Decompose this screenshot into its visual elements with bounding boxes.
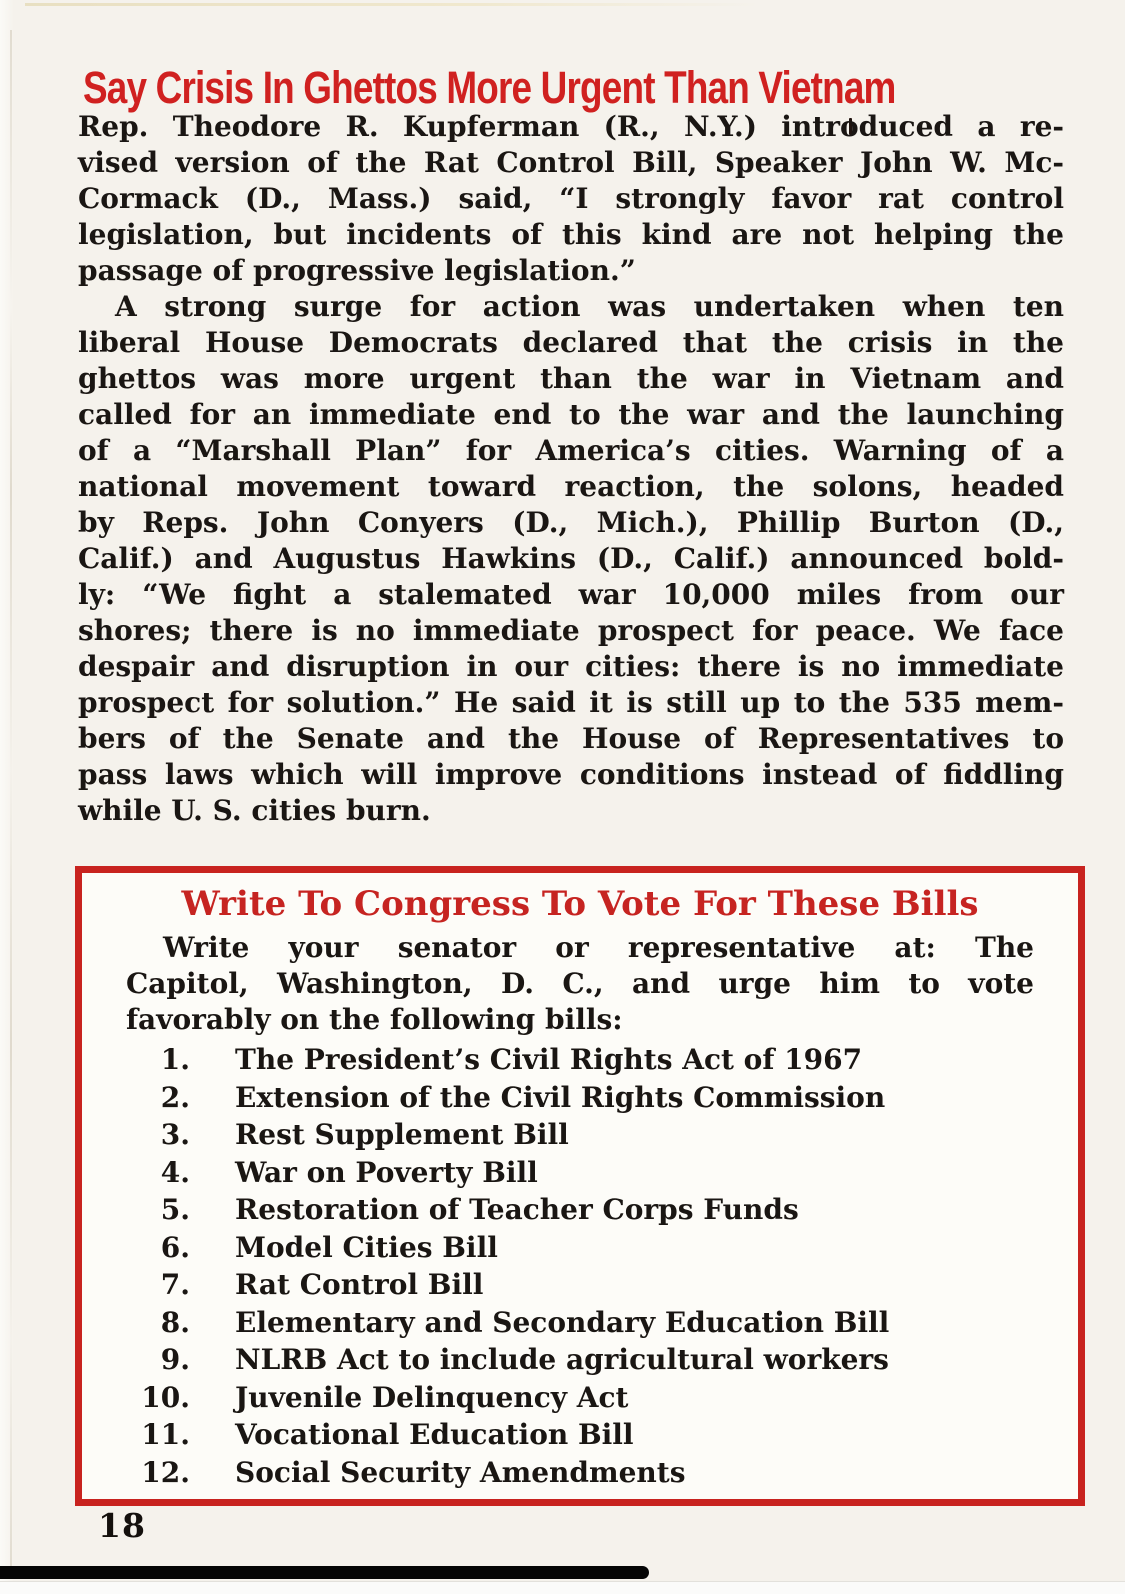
body-line: Calif.) and Augustus Hawkins (D., Calif.) announced bold-: [78, 542, 1064, 575]
body-line: national movement toward reaction, the solons, headed: [78, 470, 1064, 503]
bill-row: [112, 1416, 1052, 1454]
body-line: while U. S. cities burn.: [78, 794, 431, 827]
body-line: despair and disruption in our cities: there is no immediate: [78, 650, 1064, 683]
article-paragraph-2: [78, 289, 1064, 829]
body-line: passage of progressive legislation.”: [78, 254, 636, 287]
body-line: called for an immediate end to the war and the launching: [78, 398, 1064, 431]
article-paragraph-1: [78, 109, 1064, 289]
bill-label: Vocational Education Bill: [235, 1418, 634, 1451]
congress-box-heading: Write To Congress To Vote For These Bills: [181, 884, 979, 924]
bill-number: 1.: [160, 1043, 190, 1076]
body-line: shores; there is no immediate prospect for peace. We face: [78, 614, 1064, 647]
bill-label: Model Cities Bill: [235, 1230, 498, 1264]
bill-label: Extension of the Civil Rights Commission: [235, 1080, 886, 1114]
bill-label: NLRB Act to include agricultural workers: [235, 1343, 889, 1376]
bill-number: 12.: [141, 1455, 190, 1489]
intro-line: Write your senator or representative at: The: [163, 931, 1034, 964]
bill-row: [112, 1454, 1052, 1492]
bill-row: [112, 1154, 1052, 1192]
scan-bottom-strip: [0, 1581, 1125, 1594]
bill-label: Rat Control Bill: [235, 1268, 484, 1301]
bill-row: [112, 1341, 1052, 1379]
body-line: by Reps. John Conyers (D., Mich.), Phillip Burton (D.,: [78, 506, 1064, 539]
body-line: liberal House Democrats declared that the crisis in the: [78, 326, 1064, 359]
bill-number: 2.: [160, 1080, 190, 1114]
bill-row: [112, 1116, 1052, 1154]
bill-label: War on Poverty Bill: [235, 1155, 538, 1189]
intro-line: Capitol, Washington, D. C., and urge him to vote: [126, 967, 1034, 1000]
congress-box: [75, 866, 1085, 1506]
bill-number: 4.: [160, 1155, 190, 1189]
scan-left-edge-line: [10, 30, 12, 1570]
intro-line: favorably on the following bills:: [126, 1003, 623, 1036]
bill-number: 6.: [160, 1230, 190, 1264]
page-number: 18: [98, 1506, 146, 1545]
congress-box-intro: [126, 930, 1034, 1038]
bill-row: [112, 1379, 1052, 1417]
bottom-redaction-bar: [0, 1566, 649, 1579]
bill-number: 11.: [141, 1418, 190, 1451]
bill-row: [112, 1304, 1052, 1342]
bill-label: Elementary and Secondary Education Bill: [235, 1305, 890, 1339]
body-line: Cormack (D., Mass.) said, “I strongly favor rat control: [78, 182, 1064, 215]
bill-list: [112, 1041, 1052, 1491]
bill-row: [112, 1191, 1052, 1229]
body-line: of a “Marshall Plan” for America’s cities. Warning of a: [78, 434, 1064, 467]
bill-number: 8.: [160, 1305, 190, 1339]
body-line: bers of the Senate and the House of Representatives to: [78, 722, 1064, 755]
bill-number: 3.: [160, 1118, 190, 1151]
bill-label: Juvenile Delinquency Act: [235, 1380, 629, 1414]
body-line: A strong surge for action was undertaken when ten: [115, 290, 1064, 323]
bill-number: 10.: [141, 1380, 190, 1414]
bill-label: Social Security Amendments: [235, 1455, 686, 1489]
body-line: ghettos was more urgent than the war in Vietnam and: [78, 362, 1064, 395]
bill-row: [112, 1041, 1052, 1079]
body-line: vised version of the Rat Control Bill, Speaker John W. Mc-: [78, 146, 1064, 179]
bill-number: 9.: [160, 1343, 190, 1376]
body-line: ly: “We fight a stalemated war 10,000 miles from our: [78, 578, 1064, 611]
body-line: Rep. Theodore R. Kupferman (R., N.Y.) introduced a re-: [78, 110, 1064, 143]
bill-label: The President’s Civil Rights Act of 1967: [235, 1043, 863, 1076]
bill-number: 7.: [160, 1268, 190, 1301]
bill-label: Rest Supplement Bill: [235, 1118, 569, 1151]
body-line: prospect for solution.” He said it is still up to the 535 mem-: [78, 686, 1064, 719]
scan-top-line: [25, 3, 760, 6]
bill-label: Restoration of Teacher Corps Funds: [235, 1193, 799, 1226]
bill-row: [112, 1229, 1052, 1267]
bill-row: [112, 1266, 1052, 1304]
bill-row: [112, 1079, 1052, 1117]
body-line: pass laws which will improve conditions instead of fiddling: [78, 758, 1064, 791]
bill-number: 5.: [160, 1193, 190, 1226]
body-line: legislation, but incidents of this kind are not helping the: [78, 218, 1064, 251]
page-title: Say Crisis In Ghettos More Urgent Than Vietnam: [83, 62, 896, 113]
